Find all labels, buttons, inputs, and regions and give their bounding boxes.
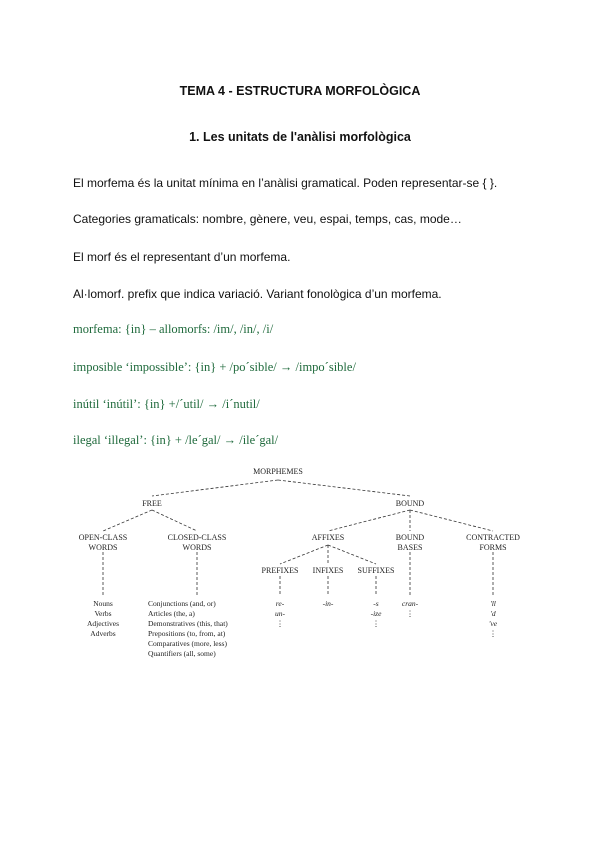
section-heading: 1. Les unitats de l'anàlisi morfològica bbox=[189, 130, 411, 144]
paragraph-allomorf: Al·lomorf. prefix que indica variació. Variant fonològica d’un morfema. bbox=[73, 287, 442, 301]
contracted-item-ll: 'll bbox=[490, 599, 496, 608]
contracted-item-d: 'd bbox=[490, 609, 496, 618]
prefix-item-re: re- bbox=[275, 599, 285, 608]
example-ilegal: ilegal ‘illegal’: {in} + /le´gal/ → /ile´gal/ bbox=[73, 433, 279, 447]
base-item-more: ⋮ bbox=[406, 609, 414, 618]
suffix-item-ize: -ize bbox=[370, 609, 382, 618]
document-title: TEMA 4 - ESTRUCTURA MORFOLÒGICA bbox=[179, 84, 421, 98]
node-closed-class-line1: CLOSED-CLASS bbox=[167, 533, 227, 542]
example-imposible: imposible ‘impossible’: {in} + /po´sible/ → /impo´sible/ bbox=[73, 360, 356, 374]
morpheme-tree-diagram bbox=[60, 460, 540, 675]
node-suffixes: SUFFIXES bbox=[357, 566, 395, 575]
node-open-class-line2: WORDS bbox=[88, 543, 118, 552]
node-infixes: INFIXES bbox=[312, 566, 344, 575]
node-prefixes: PREFIXES bbox=[261, 566, 299, 575]
node-contracted-line1: CONTRACTED bbox=[466, 533, 520, 542]
node-bound-bases-line2: BASES bbox=[397, 543, 423, 552]
node-closed-class-line2: WORDS bbox=[182, 543, 212, 552]
node-bound-bases-line1: BOUND bbox=[395, 533, 425, 542]
paragraph-morf: El morf és el representant d’un morfema. bbox=[73, 250, 291, 264]
open-item-adverbs: Adverbs bbox=[90, 629, 116, 638]
prefix-item-un: un- bbox=[275, 609, 285, 618]
example-morfema: morfema: {in} – allomorfs: /im/, /in/, /i/ bbox=[73, 322, 274, 336]
contracted-item-ve: 've bbox=[488, 619, 498, 628]
node-open-class-line1: OPEN-CLASS bbox=[78, 533, 128, 542]
open-item-adjectives: Adjectives bbox=[86, 619, 120, 628]
node-affixes: AFFIXES bbox=[311, 533, 345, 542]
node-free: FREE bbox=[142, 499, 162, 508]
closed-item-conjunctions: Conjunctions (and, or) bbox=[148, 599, 216, 608]
paragraph-morfema: El morfema és la unitat mínima en l’anàlisi gramatical. Poden representar-se { }. bbox=[73, 176, 498, 190]
node-morphemes: MORPHEMES bbox=[253, 467, 303, 476]
base-item-cran: cran- bbox=[401, 599, 419, 608]
closed-item-quantifiers: Quantifiers (all, some) bbox=[148, 649, 216, 658]
closed-item-prepositions: Prepositions (to, from, at) bbox=[148, 629, 226, 638]
node-bound: BOUND bbox=[395, 499, 425, 508]
node-contracted-line2: FORMS bbox=[479, 543, 507, 552]
open-item-nouns: Nouns bbox=[93, 599, 113, 608]
suffix-item-s: -s bbox=[373, 599, 379, 608]
open-item-verbs: Verbs bbox=[94, 609, 112, 618]
contracted-item-more: ⋮ bbox=[489, 629, 497, 638]
closed-item-comparatives: Comparatives (more, less) bbox=[148, 639, 227, 648]
prefix-item-more: ⋮ bbox=[276, 619, 284, 628]
closed-item-demonstratives: Demonstratives (this, that) bbox=[148, 619, 228, 628]
tree-branches bbox=[103, 480, 493, 596]
example-inutil: inútil ‘inútil’: {in} +/´util/ → /i´nutil/ bbox=[73, 397, 260, 411]
paragraph-categories: Categories gramaticals: nombre, gènere, veu, espai, temps, cas, mode… bbox=[73, 212, 462, 226]
suffix-item-more: ⋮ bbox=[372, 619, 380, 628]
closed-item-articles: Articles (the, a) bbox=[148, 609, 195, 618]
infix-item-in: -in- bbox=[322, 599, 334, 608]
